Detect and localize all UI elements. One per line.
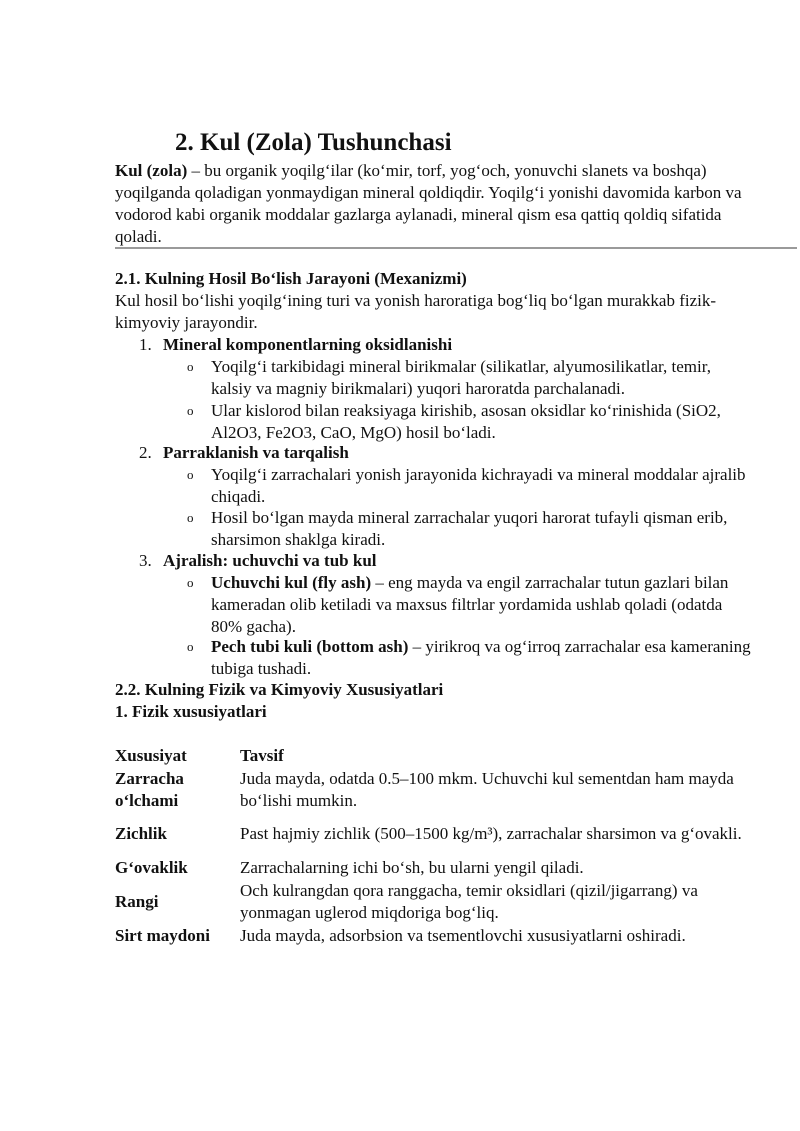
bullet-icon: o — [187, 359, 194, 374]
table-cell-description: Juda mayda, odatda 0.5–100 mkm. Uchuvchi kul sementdan ham mayda bo‘lishi mumkin. — [240, 769, 734, 810]
table-cell-description: Past hajmiy zichlik (500–1500 kg/m³), zarrachalar sharsimon va g‘ovakli. — [240, 824, 742, 843]
table-header-row — [115, 744, 745, 768]
table-cell-description: Zarrachalarning ichi bo‘sh, bu ularni yengil qiladi. — [240, 858, 584, 877]
table-cell-property: Zarracha o‘lchami — [115, 769, 184, 810]
list-label: Ajralish: uchuvchi va tub kul — [163, 551, 377, 570]
table-row — [115, 856, 745, 880]
horizontal-rule — [115, 247, 797, 249]
bullet-text: Ular kislorod bilan reaksiyaga kirishib, asosan oksidlar ko‘rinishida (SiO2, Al2O3, Fe2O3, CaO, MgO) hosil bo‘ladi. — [211, 401, 721, 442]
list-number: 2. — [139, 443, 152, 462]
table-header-cell: Xususiyat — [115, 746, 187, 765]
list-number: 3. — [139, 551, 152, 570]
bullet-icon: o — [187, 510, 194, 525]
table-row — [115, 924, 745, 948]
bullet-text: Yoqilg‘i tarkibidagi mineral birikmalar (silikatlar, alyumosilikatlar, temir, kalsiy va magniy birikmalari) yuqori haroratda parchalanadi. — [211, 357, 711, 398]
table-header-cell: Tavsif — [240, 746, 284, 765]
bullet-text — [211, 636, 751, 680]
bullet-icon: o — [187, 575, 194, 590]
list-label: Mineral komponentlarning oksidlanishi — [163, 335, 453, 354]
properties-table — [115, 744, 745, 948]
bullet-icon: o — [187, 467, 194, 482]
intro-term: Kul (zola) — [115, 161, 188, 180]
bullet-term: Pech tubi kuli (bottom ash) — [211, 637, 409, 656]
section-22-heading: 2.2. Kulning Fizik va Kimyoviy Xususiyatlari — [115, 680, 444, 699]
table-cell-description: Och kulrangdan qora ranggacha, temir oksidlari (qizil/jigarrang) va yonmagan uglerod miqdoriga bog‘liq. — [240, 881, 698, 922]
bullet-text — [211, 572, 751, 638]
table-row — [115, 768, 745, 812]
intro-paragraph — [115, 160, 745, 248]
table-cell-description: Juda mayda, adsorbsion va tsementlovchi xususiyatlarni oshiradi. — [240, 926, 686, 945]
table-row — [115, 880, 745, 924]
table-row — [115, 812, 745, 856]
table-cell-property: Zichlik — [115, 824, 167, 843]
table-cell-property: Sirt maydoni — [115, 926, 210, 945]
intro-text: – bu organik yoqilg‘ilar (ko‘mir, torf, yog‘och, yonuvchi slanets va boshqa) yoqilganda qoladigan yonmaydigan mineral qoldiqdir. Yoqilg‘i yonishi davomida karbon va vodorod kabi organik moddalar gazlarga aylanadi, mineral qism esa qattiq qoldiq sifatida qoladi. — [115, 161, 742, 246]
list-number: 1. — [139, 335, 152, 354]
bullet-text: Hosil bo‘lgan mayda mineral zarrachalar yuqori harorat tufayli qisman erib, sharsimon shaklga kiradi. — [211, 508, 728, 549]
bullet-text: Yoqilg‘i zarrachalari yonish jarayonida kichrayadi va mineral moddalar ajralib chiqadi. — [211, 465, 746, 506]
bullet-term: Uchuvchi kul (fly ash) — [211, 573, 372, 592]
bullet-desc: – eng mayda va engil zarrachalar tutun gazlari bilan kameradan olib ketiladi va maxsus filtrlar yordamida ushlab qoladi (odatda 80% gacha). — [211, 573, 729, 636]
physical-properties-heading: 1. Fizik xususiyatlari — [115, 702, 267, 721]
table-cell-property: Rangi — [115, 892, 159, 911]
list-label: Parraklanish va tarqalish — [163, 443, 349, 462]
section-21-paragraph: Kul hosil bo‘lishi yoqilg‘ining turi va yonish haroratiga bog‘liq bo‘lgan murakkab fizik-kimyoviy jarayondir. — [115, 291, 717, 332]
bullet-desc: – yirikroq va og‘irroq zarrachalar esa kameraning tubiga tushadi. — [211, 637, 751, 678]
bullet-icon: o — [187, 403, 194, 418]
table-cell-property: G‘ovaklik — [115, 858, 188, 877]
bullet-icon: o — [187, 639, 194, 654]
page-title: 2. Kul (Zola) Tushunchasi — [175, 129, 452, 156]
section-21-heading: 2.1. Kulning Hosil Bo‘lish Jarayoni (Mexanizmi) — [115, 269, 467, 288]
